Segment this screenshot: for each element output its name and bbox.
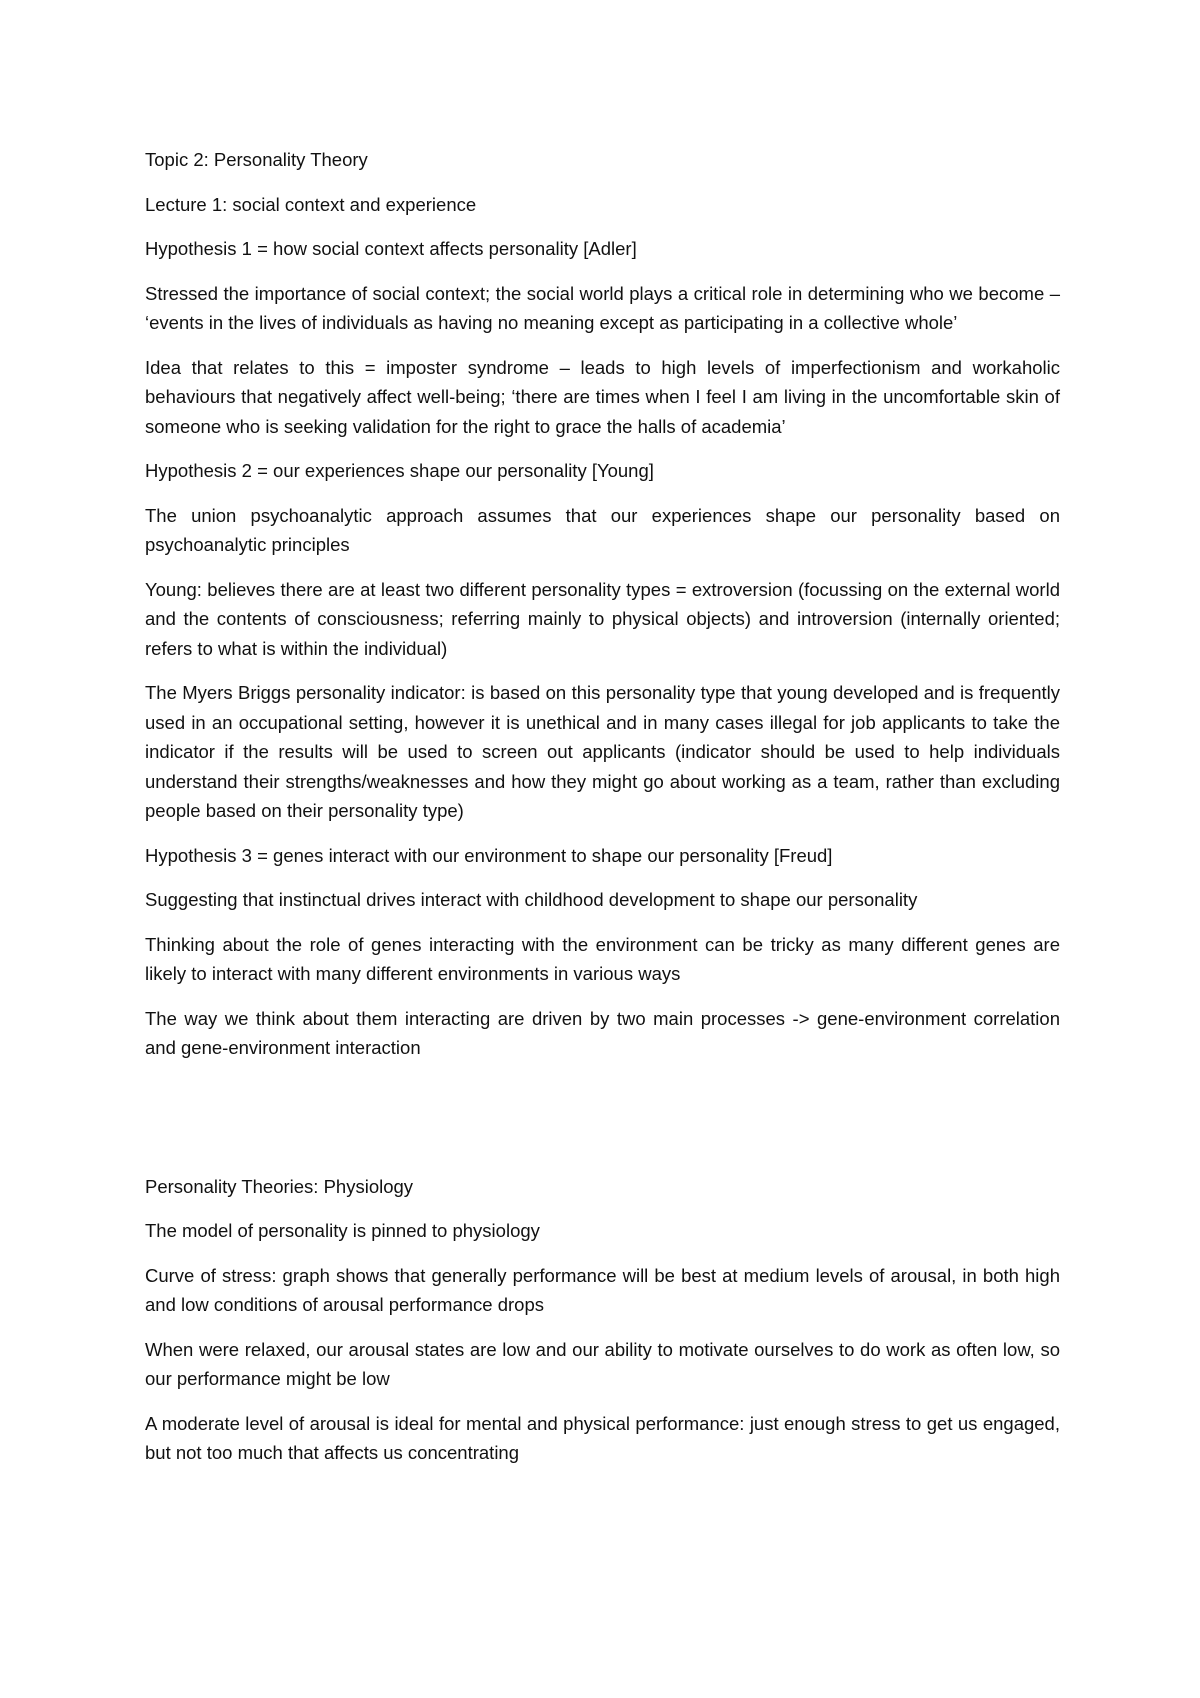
lecture-heading: Lecture 1: social context and experience: [145, 193, 477, 215]
hypothesis-2: Hypothesis 2 = our experiences shape our personality [Young]: [145, 460, 654, 481]
section-title: Topic 2: Personality Theory: [145, 149, 368, 170]
section-title: Personality Theories: Physiology: [145, 1175, 414, 1197]
paragraph: Idea that relates to this = imposter syndrome – leads to high levels of imperfectionism and workaholic behaviours that negatively affect well-being; ‘there are times when I feel I am living in the uncomfortable skin of someone who is seeking validation for the right to grace the halls of academia’: [145, 356, 1060, 437]
paragraph: When were relaxed, our arousal states are low and our ability to motivate ourselves to do work as often low, so our performance might be low: [145, 1338, 1060, 1389]
hypothesis-3: Hypothesis 3 = genes interact with our environment to shape our personality [Freud]: [145, 844, 833, 866]
section-gap: [145, 1078, 1060, 1172]
paragraph: Stressed the importance of social context; the social world plays a critical role in determining who we become – ‘events in the lives of individuals as having no meaning except as participating in a collective whole’: [145, 282, 1060, 333]
paragraph: Suggesting that instinctual drives interact with childhood development to shape our personality: [145, 889, 918, 910]
paragraph: Young: believes there are at least two different personality types = extroversion (focussing on the external world and the contents of consciousness; referring mainly to physical objects) and introversion (internally oriented; refers to what is within the individual): [145, 578, 1060, 659]
paragraph: The Myers Briggs personality indicator: is based on this personality type that young developed and is frequently used in an occupational setting, however it is unethical and in many cases illegal for job applicants to take the indicator if the results will be used to screen out applicants (indicator should be used to help individuals understand their strengths/weaknesses and how they might go about working as a team, rather than excluding people based on their personality type): [145, 682, 1060, 821]
paragraph: Thinking about the role of genes interacting with the environment can be tricky as many different genes are likely to interact with many different environments in various ways: [145, 933, 1060, 984]
document-body: [145, 145, 1060, 1483]
paragraph: The model of personality is pinned to physiology: [145, 1220, 540, 1241]
paragraph: The way we think about them interacting are driven by two main processes -> gene-environment correlation and gene-environment interaction: [145, 1007, 1060, 1058]
paragraph: The union psychoanalytic approach assumes that our experiences shape our personality based on psychoanalytic principles: [145, 504, 1060, 555]
paragraph: Curve of stress: graph shows that generally performance will be best at medium levels of arousal, in both high and low conditions of arousal performance drops: [145, 1264, 1060, 1315]
paragraph: A moderate level of arousal is ideal for mental and physical performance: just enough stress to get us engaged, but not too much that affects us concentrating: [145, 1412, 1060, 1463]
hypothesis-1: Hypothesis 1 = how social context affects personality [Adler]: [145, 238, 637, 259]
